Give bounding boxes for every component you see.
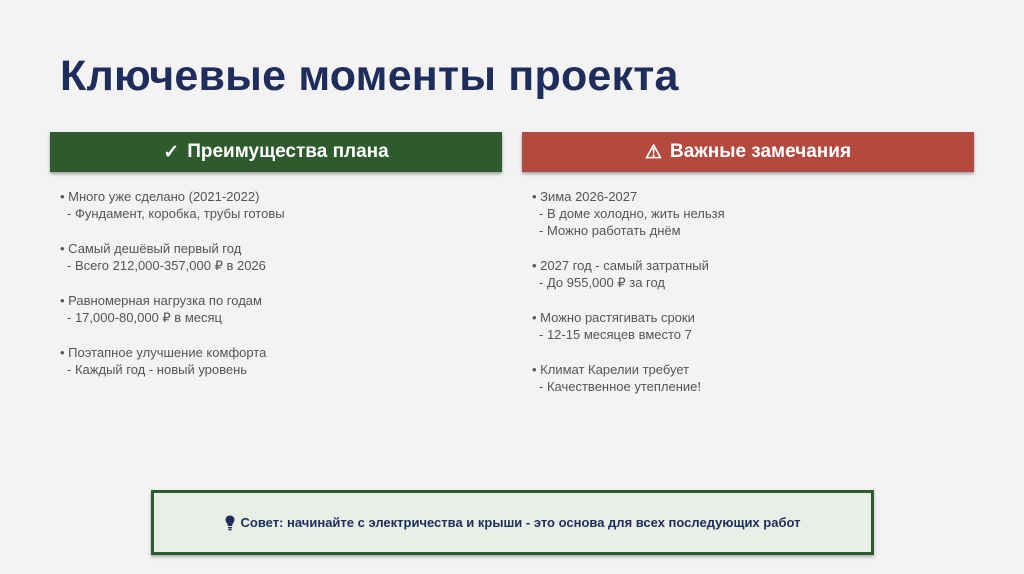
- item-main: • Можно растягивать сроки: [532, 309, 962, 326]
- item-sub: - 17,000-80,000 ₽ в месяц: [60, 309, 490, 326]
- item-sub: - Каждый год - новый уровень: [60, 361, 490, 378]
- list-item: [60, 240, 490, 274]
- item-sub: - 12-15 месяцев вместо 7: [532, 326, 962, 343]
- list-item: [60, 344, 490, 378]
- list-item: [532, 188, 962, 239]
- item-sub: - До 955,000 ₽ за год: [532, 274, 962, 291]
- item-sub: - В доме холодно, жить нельзя: [532, 205, 962, 222]
- item-main: • Равномерная нагрузка по годам: [60, 292, 490, 309]
- item-main: • Самый дешёвый первый год: [60, 240, 490, 257]
- item-main: • Много уже сделано (2021-2022): [60, 188, 490, 205]
- item-main: • 2027 год - самый затратный: [532, 257, 962, 274]
- list-item: [60, 188, 490, 222]
- advantages-heading: Преимущества плана: [187, 141, 389, 162]
- item-sub: - Можно работать днём: [532, 222, 962, 239]
- list-item: [532, 361, 962, 395]
- tip-text: Совет: начинайте с электричества и крыши - это основа для всех последующих работ: [240, 515, 801, 530]
- item-sub: - Всего 212,000-357,000 ₽ в 2026: [60, 257, 490, 274]
- warning-icon: ⚠: [644, 141, 662, 163]
- item-sub: - Качественное утепление!: [532, 378, 962, 395]
- warnings-heading: Важные замечания: [669, 141, 852, 162]
- check-icon: ✓: [163, 141, 180, 163]
- item-main: • Климат Карелии требует: [532, 361, 962, 378]
- lightbulb-icon: [225, 515, 235, 531]
- item-main: • Поэтапное улучшение комфорта: [60, 344, 490, 361]
- item-sub: - Фундамент, коробка, трубы готовы: [60, 205, 490, 222]
- list-item: [60, 292, 490, 326]
- advantages-list: [60, 188, 490, 396]
- page-title: Ключевые моменты проекта: [60, 52, 679, 100]
- warnings-header: [522, 132, 974, 172]
- list-item: [532, 309, 962, 343]
- list-item: [532, 257, 962, 291]
- warnings-list: [532, 188, 962, 413]
- item-main: • Зима 2026-2027: [532, 188, 962, 205]
- advantages-header: [50, 132, 502, 172]
- tip-box: [151, 490, 874, 555]
